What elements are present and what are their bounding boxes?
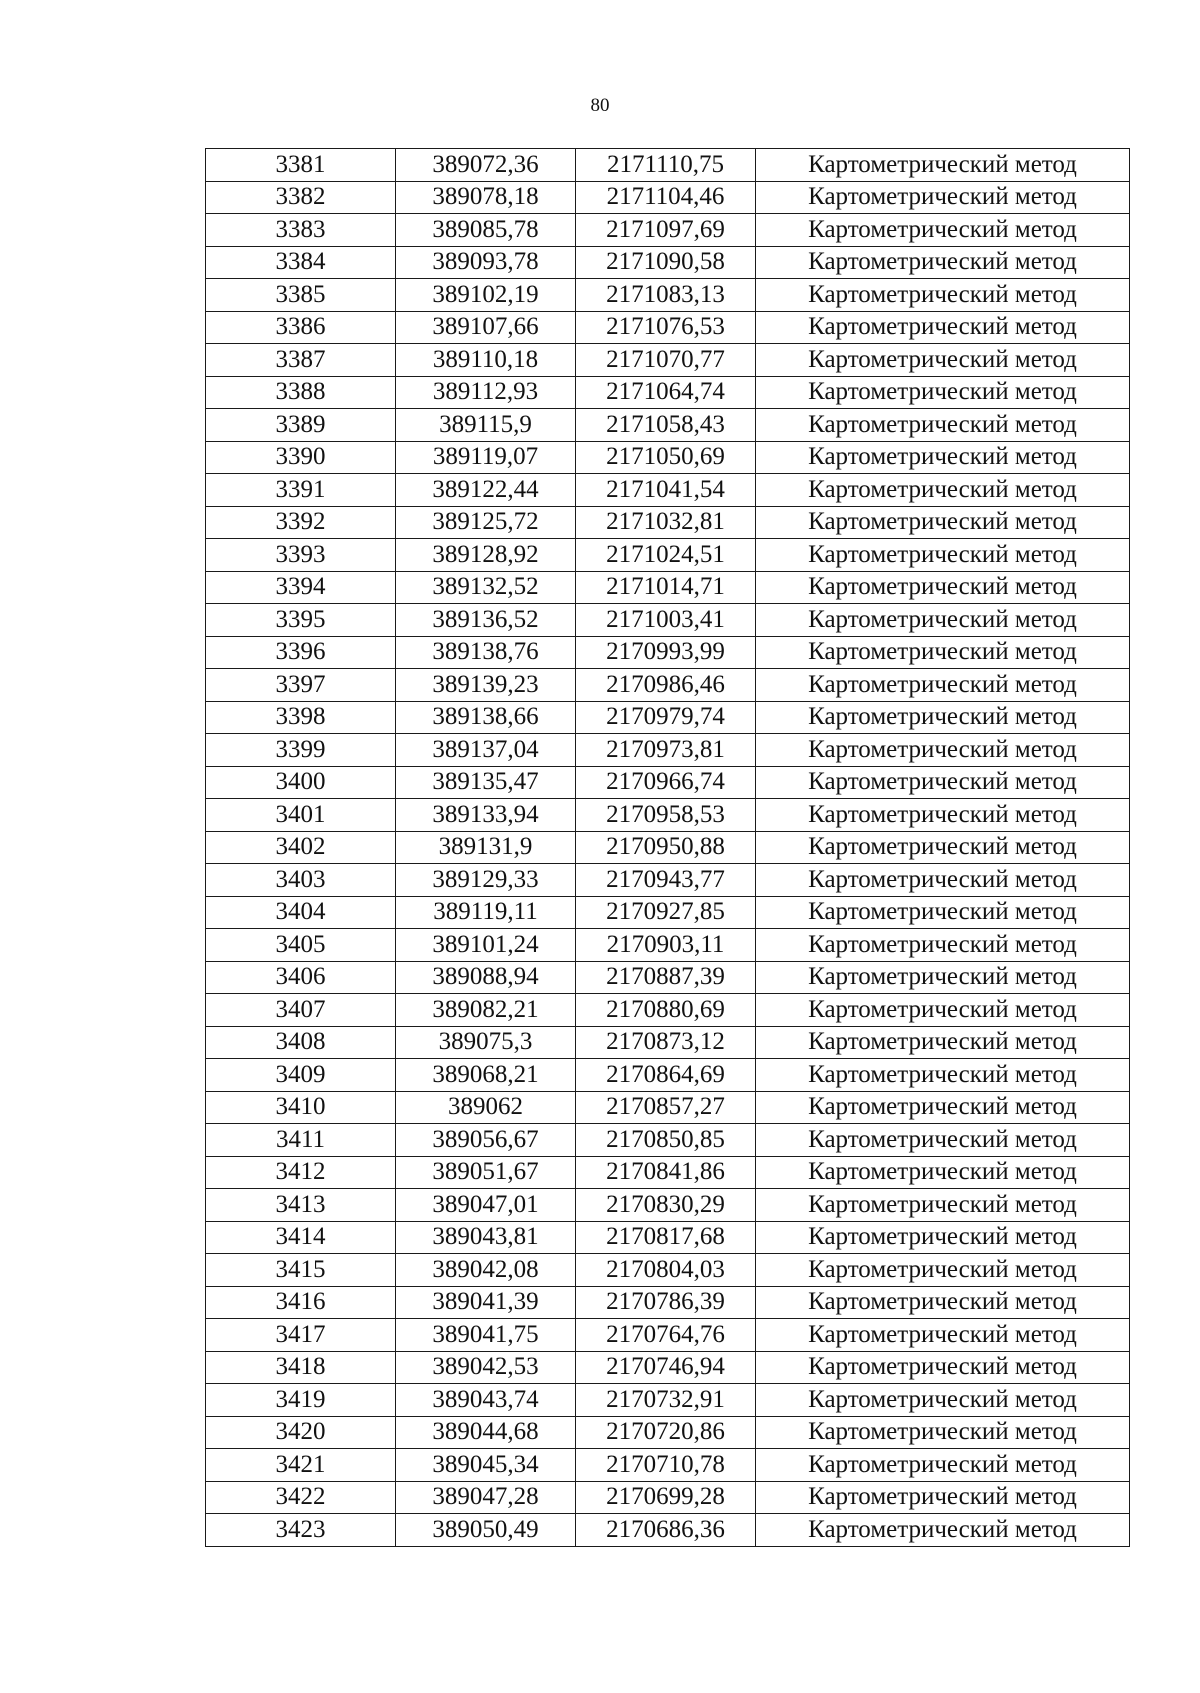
table-row xyxy=(206,604,1130,637)
method-cell: Картометрический метод xyxy=(756,961,1130,994)
method-cell: Картометрический метод xyxy=(756,409,1130,442)
x-coordinate-cell: 389045,34 xyxy=(396,1449,576,1482)
point-number-cell: 3405 xyxy=(206,929,396,962)
y-coordinate-cell: 2170686,36 xyxy=(576,1514,756,1547)
method-cell: Картометрический метод xyxy=(756,1189,1130,1222)
table-row xyxy=(206,1059,1130,1092)
method-cell: Картометрический метод xyxy=(756,864,1130,897)
point-number-cell: 3401 xyxy=(206,799,396,832)
method-cell: Картометрический метод xyxy=(756,994,1130,1027)
method-cell: Картометрический метод xyxy=(756,799,1130,832)
point-number-cell: 3403 xyxy=(206,864,396,897)
method-cell: Картометрический метод xyxy=(756,1059,1130,1092)
x-coordinate-cell: 389128,92 xyxy=(396,539,576,572)
x-coordinate-cell: 389138,76 xyxy=(396,636,576,669)
table-row xyxy=(206,766,1130,799)
x-coordinate-cell: 389050,49 xyxy=(396,1514,576,1547)
x-coordinate-cell: 389110,18 xyxy=(396,344,576,377)
point-number-cell: 3390 xyxy=(206,441,396,474)
y-coordinate-cell: 2170710,78 xyxy=(576,1449,756,1482)
x-coordinate-cell: 389136,52 xyxy=(396,604,576,637)
x-coordinate-cell: 389043,74 xyxy=(396,1384,576,1417)
y-coordinate-cell: 2171041,54 xyxy=(576,474,756,507)
table-row xyxy=(206,994,1130,1027)
x-coordinate-cell: 389056,67 xyxy=(396,1124,576,1157)
y-coordinate-cell: 2171064,74 xyxy=(576,376,756,409)
method-cell: Картометрический метод xyxy=(756,1091,1130,1124)
table-body xyxy=(206,149,1130,1547)
y-coordinate-cell: 2170973,81 xyxy=(576,734,756,767)
table-row xyxy=(206,181,1130,214)
x-coordinate-cell: 389085,78 xyxy=(396,214,576,247)
x-coordinate-cell: 389115,9 xyxy=(396,409,576,442)
y-coordinate-cell: 2170958,53 xyxy=(576,799,756,832)
method-cell: Картометрический метод xyxy=(756,1449,1130,1482)
point-number-cell: 3402 xyxy=(206,831,396,864)
y-coordinate-cell: 2171090,58 xyxy=(576,246,756,279)
table-row xyxy=(206,799,1130,832)
y-coordinate-cell: 2170979,74 xyxy=(576,701,756,734)
table-row xyxy=(206,571,1130,604)
table-row xyxy=(206,344,1130,377)
method-cell: Картометрический метод xyxy=(756,246,1130,279)
x-coordinate-cell: 389062 xyxy=(396,1091,576,1124)
x-coordinate-cell: 389119,11 xyxy=(396,896,576,929)
y-coordinate-cell: 2170993,99 xyxy=(576,636,756,669)
x-coordinate-cell: 389082,21 xyxy=(396,994,576,1027)
table-row xyxy=(206,1026,1130,1059)
point-number-cell: 3395 xyxy=(206,604,396,637)
y-coordinate-cell: 2170817,68 xyxy=(576,1221,756,1254)
point-number-cell: 3397 xyxy=(206,669,396,702)
table-row xyxy=(206,1189,1130,1222)
point-number-cell: 3418 xyxy=(206,1351,396,1384)
y-coordinate-cell: 2170986,46 xyxy=(576,669,756,702)
point-number-cell: 3388 xyxy=(206,376,396,409)
point-number-cell: 3381 xyxy=(206,149,396,182)
x-coordinate-cell: 389122,44 xyxy=(396,474,576,507)
x-coordinate-cell: 389112,93 xyxy=(396,376,576,409)
table-row xyxy=(206,1384,1130,1417)
method-cell: Картометрический метод xyxy=(756,214,1130,247)
point-number-cell: 3398 xyxy=(206,701,396,734)
table-row xyxy=(206,506,1130,539)
table-row xyxy=(206,1481,1130,1514)
table-row xyxy=(206,1124,1130,1157)
table-row xyxy=(206,864,1130,897)
table-row xyxy=(206,896,1130,929)
x-coordinate-cell: 389075,3 xyxy=(396,1026,576,1059)
point-number-cell: 3409 xyxy=(206,1059,396,1092)
point-number-cell: 3415 xyxy=(206,1254,396,1287)
point-number-cell: 3393 xyxy=(206,539,396,572)
point-number-cell: 3407 xyxy=(206,994,396,1027)
x-coordinate-cell: 389093,78 xyxy=(396,246,576,279)
point-number-cell: 3419 xyxy=(206,1384,396,1417)
table-row xyxy=(206,1319,1130,1352)
x-coordinate-cell: 389119,07 xyxy=(396,441,576,474)
y-coordinate-cell: 2170857,27 xyxy=(576,1091,756,1124)
x-coordinate-cell: 389078,18 xyxy=(396,181,576,214)
x-coordinate-cell: 389102,19 xyxy=(396,279,576,312)
table-row xyxy=(206,246,1130,279)
table-row xyxy=(206,149,1130,182)
x-coordinate-cell: 389135,47 xyxy=(396,766,576,799)
method-cell: Картометрический метод xyxy=(756,1481,1130,1514)
point-number-cell: 3410 xyxy=(206,1091,396,1124)
method-cell: Картометрический метод xyxy=(756,734,1130,767)
y-coordinate-cell: 2171083,13 xyxy=(576,279,756,312)
x-coordinate-cell: 389044,68 xyxy=(396,1416,576,1449)
x-coordinate-cell: 389047,01 xyxy=(396,1189,576,1222)
method-cell: Картометрический метод xyxy=(756,279,1130,312)
x-coordinate-cell: 389129,33 xyxy=(396,864,576,897)
y-coordinate-cell: 2171076,53 xyxy=(576,311,756,344)
y-coordinate-cell: 2170746,94 xyxy=(576,1351,756,1384)
point-number-cell: 3386 xyxy=(206,311,396,344)
x-coordinate-cell: 389068,21 xyxy=(396,1059,576,1092)
y-coordinate-cell: 2171003,41 xyxy=(576,604,756,637)
point-number-cell: 3416 xyxy=(206,1286,396,1319)
method-cell: Картометрический метод xyxy=(756,1221,1130,1254)
x-coordinate-cell: 389051,67 xyxy=(396,1156,576,1189)
method-cell: Картометрический метод xyxy=(756,1384,1130,1417)
point-number-cell: 3406 xyxy=(206,961,396,994)
x-coordinate-cell: 389041,39 xyxy=(396,1286,576,1319)
table-row xyxy=(206,734,1130,767)
table-row xyxy=(206,1091,1130,1124)
y-coordinate-cell: 2170950,88 xyxy=(576,831,756,864)
y-coordinate-cell: 2170864,69 xyxy=(576,1059,756,1092)
x-coordinate-cell: 389139,23 xyxy=(396,669,576,702)
x-coordinate-cell: 389107,66 xyxy=(396,311,576,344)
x-coordinate-cell: 389041,75 xyxy=(396,1319,576,1352)
method-cell: Картометрический метод xyxy=(756,604,1130,637)
table-row xyxy=(206,1351,1130,1384)
y-coordinate-cell: 2170699,28 xyxy=(576,1481,756,1514)
y-coordinate-cell: 2171097,69 xyxy=(576,214,756,247)
y-coordinate-cell: 2171110,75 xyxy=(576,149,756,182)
table-row xyxy=(206,961,1130,994)
table-row xyxy=(206,636,1130,669)
method-cell: Картометрический метод xyxy=(756,669,1130,702)
y-coordinate-cell: 2171070,77 xyxy=(576,344,756,377)
x-coordinate-cell: 389042,08 xyxy=(396,1254,576,1287)
y-coordinate-cell: 2170887,39 xyxy=(576,961,756,994)
point-number-cell: 3385 xyxy=(206,279,396,312)
y-coordinate-cell: 2170786,39 xyxy=(576,1286,756,1319)
method-cell: Картометрический метод xyxy=(756,311,1130,344)
y-coordinate-cell: 2170903,11 xyxy=(576,929,756,962)
table-row xyxy=(206,1514,1130,1547)
method-cell: Картометрический метод xyxy=(756,181,1130,214)
table-row xyxy=(206,311,1130,344)
method-cell: Картометрический метод xyxy=(756,896,1130,929)
point-number-cell: 3389 xyxy=(206,409,396,442)
method-cell: Картометрический метод xyxy=(756,506,1130,539)
table-row xyxy=(206,1449,1130,1482)
point-number-cell: 3404 xyxy=(206,896,396,929)
x-coordinate-cell: 389072,36 xyxy=(396,149,576,182)
y-coordinate-cell: 2171050,69 xyxy=(576,441,756,474)
method-cell: Картометрический метод xyxy=(756,1254,1130,1287)
x-coordinate-cell: 389137,04 xyxy=(396,734,576,767)
y-coordinate-cell: 2171058,43 xyxy=(576,409,756,442)
page-number: 80 xyxy=(590,95,610,116)
table-row xyxy=(206,1221,1130,1254)
table-row xyxy=(206,279,1130,312)
x-coordinate-cell: 389042,53 xyxy=(396,1351,576,1384)
point-number-cell: 3411 xyxy=(206,1124,396,1157)
y-coordinate-cell: 2170841,86 xyxy=(576,1156,756,1189)
method-cell: Картометрический метод xyxy=(756,1514,1130,1547)
point-number-cell: 3413 xyxy=(206,1189,396,1222)
point-number-cell: 3399 xyxy=(206,734,396,767)
y-coordinate-cell: 2170927,85 xyxy=(576,896,756,929)
table-row xyxy=(206,929,1130,962)
table-row xyxy=(206,1416,1130,1449)
method-cell: Картометрический метод xyxy=(756,636,1130,669)
point-number-cell: 3417 xyxy=(206,1319,396,1352)
point-number-cell: 3408 xyxy=(206,1026,396,1059)
method-cell: Картометрический метод xyxy=(756,1286,1130,1319)
point-number-cell: 3423 xyxy=(206,1514,396,1547)
x-coordinate-cell: 389088,94 xyxy=(396,961,576,994)
y-coordinate-cell: 2171032,81 xyxy=(576,506,756,539)
method-cell: Картометрический метод xyxy=(756,474,1130,507)
table-row xyxy=(206,539,1130,572)
point-number-cell: 3384 xyxy=(206,246,396,279)
table-row xyxy=(206,831,1130,864)
method-cell: Картометрический метод xyxy=(756,701,1130,734)
x-coordinate-cell: 389138,66 xyxy=(396,701,576,734)
method-cell: Картометрический метод xyxy=(756,929,1130,962)
table-row xyxy=(206,214,1130,247)
method-cell: Картометрический метод xyxy=(756,1026,1130,1059)
point-number-cell: 3400 xyxy=(206,766,396,799)
table-row xyxy=(206,409,1130,442)
table-row xyxy=(206,474,1130,507)
method-cell: Картометрический метод xyxy=(756,766,1130,799)
y-coordinate-cell: 2171024,51 xyxy=(576,539,756,572)
point-number-cell: 3383 xyxy=(206,214,396,247)
y-coordinate-cell: 2170873,12 xyxy=(576,1026,756,1059)
point-number-cell: 3387 xyxy=(206,344,396,377)
x-coordinate-cell: 389101,24 xyxy=(396,929,576,962)
coordinates-table xyxy=(205,148,1130,1547)
table-row xyxy=(206,1156,1130,1189)
method-cell: Картометрический метод xyxy=(756,1319,1130,1352)
method-cell: Картометрический метод xyxy=(756,376,1130,409)
y-coordinate-cell: 2171014,71 xyxy=(576,571,756,604)
y-coordinate-cell: 2170764,76 xyxy=(576,1319,756,1352)
x-coordinate-cell: 389047,28 xyxy=(396,1481,576,1514)
table-row xyxy=(206,669,1130,702)
y-coordinate-cell: 2170830,29 xyxy=(576,1189,756,1222)
y-coordinate-cell: 2170732,91 xyxy=(576,1384,756,1417)
method-cell: Картометрический метод xyxy=(756,149,1130,182)
method-cell: Картометрический метод xyxy=(756,539,1130,572)
method-cell: Картометрический метод xyxy=(756,1351,1130,1384)
point-number-cell: 3420 xyxy=(206,1416,396,1449)
y-coordinate-cell: 2170720,86 xyxy=(576,1416,756,1449)
y-coordinate-cell: 2170966,74 xyxy=(576,766,756,799)
method-cell: Картометрический метод xyxy=(756,441,1130,474)
point-number-cell: 3414 xyxy=(206,1221,396,1254)
method-cell: Картометрический метод xyxy=(756,1124,1130,1157)
y-coordinate-cell: 2170880,69 xyxy=(576,994,756,1027)
point-number-cell: 3391 xyxy=(206,474,396,507)
point-number-cell: 3382 xyxy=(206,181,396,214)
x-coordinate-cell: 389133,94 xyxy=(396,799,576,832)
method-cell: Картометрический метод xyxy=(756,1156,1130,1189)
y-coordinate-cell: 2170850,85 xyxy=(576,1124,756,1157)
point-number-cell: 3392 xyxy=(206,506,396,539)
y-coordinate-cell: 2170804,03 xyxy=(576,1254,756,1287)
table-row xyxy=(206,1286,1130,1319)
x-coordinate-cell: 389132,52 xyxy=(396,571,576,604)
table-row xyxy=(206,441,1130,474)
method-cell: Картометрический метод xyxy=(756,344,1130,377)
method-cell: Картометрический метод xyxy=(756,571,1130,604)
point-number-cell: 3421 xyxy=(206,1449,396,1482)
table-row xyxy=(206,701,1130,734)
table-row xyxy=(206,376,1130,409)
x-coordinate-cell: 389131,9 xyxy=(396,831,576,864)
table-row xyxy=(206,1254,1130,1287)
x-coordinate-cell: 389043,81 xyxy=(396,1221,576,1254)
point-number-cell: 3394 xyxy=(206,571,396,604)
x-coordinate-cell: 389125,72 xyxy=(396,506,576,539)
method-cell: Картометрический метод xyxy=(756,1416,1130,1449)
point-number-cell: 3412 xyxy=(206,1156,396,1189)
y-coordinate-cell: 2171104,46 xyxy=(576,181,756,214)
method-cell: Картометрический метод xyxy=(756,831,1130,864)
y-coordinate-cell: 2170943,77 xyxy=(576,864,756,897)
point-number-cell: 3396 xyxy=(206,636,396,669)
point-number-cell: 3422 xyxy=(206,1481,396,1514)
